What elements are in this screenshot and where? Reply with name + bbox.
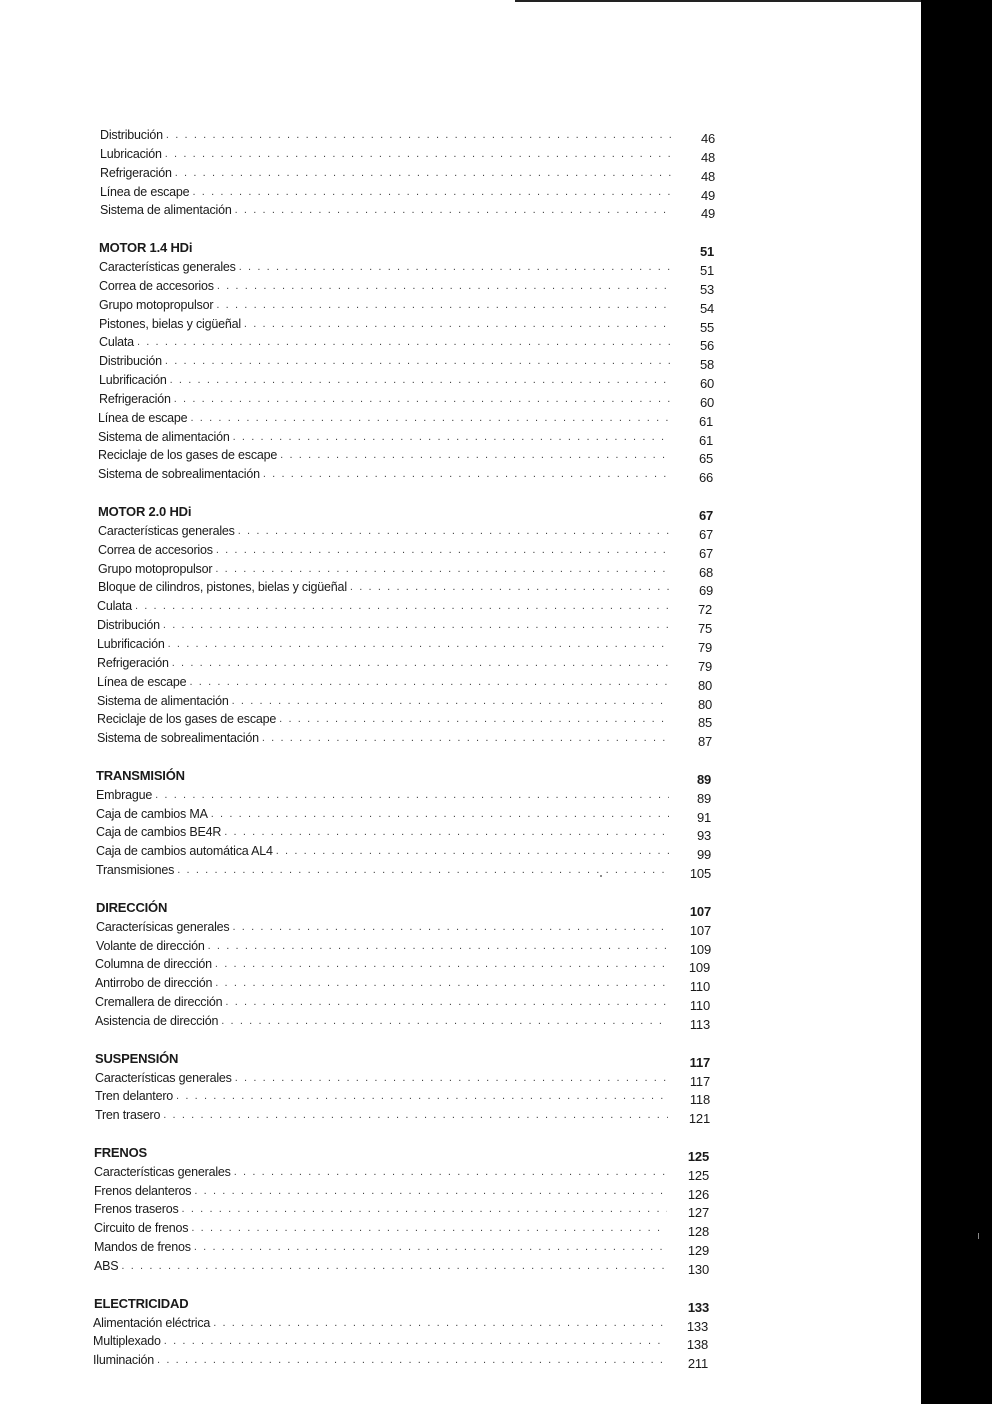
- toc-entry: [98, 405, 713, 429]
- dot-leader: [279, 712, 670, 726]
- entry-label: Caja de cambios BE4R: [96, 825, 222, 839]
- toc-entry: [99, 329, 714, 353]
- entry-page-number: 85: [697, 715, 712, 730]
- toc-entry: [95, 951, 710, 975]
- entry-page-number: 65: [698, 451, 713, 466]
- entry-page-number: 121: [688, 1111, 710, 1126]
- entry-label: Sistema de sobrealimentación: [97, 731, 259, 745]
- entry-label: Culata: [99, 335, 134, 349]
- section-heading: [95, 1046, 710, 1070]
- entry-page-number: 51: [699, 263, 714, 278]
- toc-entry: [100, 179, 715, 203]
- entry-label: Circuito de frenos: [94, 1221, 189, 1235]
- entry-page-number: 113: [689, 1017, 710, 1032]
- entry-label: Línea de escape: [97, 675, 187, 689]
- dot-leader: [182, 1202, 667, 1216]
- entry-label: Lubrificación: [99, 373, 167, 387]
- entry-page-number: 79: [697, 640, 712, 655]
- dot-leader: [216, 298, 672, 312]
- entry-page-number: 125: [687, 1168, 709, 1183]
- entry-label: Refrigeración: [97, 656, 169, 670]
- toc-entry: [96, 933, 711, 957]
- toc-entry: [95, 989, 710, 1013]
- section-page-number: 89: [696, 772, 711, 787]
- dot-leader: [215, 976, 668, 990]
- entry-page-number: 61: [698, 414, 713, 429]
- toc-entry: [98, 461, 713, 485]
- entry-label: Mandos de frenos: [94, 1240, 191, 1254]
- toc-entry: [99, 367, 714, 391]
- entry-page-number: 54: [699, 301, 714, 316]
- section-title: FRENOS: [94, 1145, 147, 1160]
- toc-entry: [99, 386, 714, 410]
- toc-entry: [100, 160, 715, 184]
- entry-page-number: 93: [696, 828, 711, 843]
- toc-entry: [100, 197, 715, 221]
- toc-entry: [93, 1347, 708, 1371]
- dot-leader: [216, 543, 671, 557]
- entry-label: Multiplexado: [93, 1334, 161, 1348]
- toc-entry: [94, 1178, 709, 1202]
- entry-page-number: 49: [700, 206, 715, 221]
- entry-page-number: 68: [698, 565, 713, 580]
- entry-label: Columna de dirección: [95, 957, 212, 971]
- entry-label: Sistema de alimentación: [98, 430, 230, 444]
- entry-label: Distribución: [97, 618, 160, 632]
- toc-entry: [98, 537, 713, 561]
- toc-entry: [93, 1310, 708, 1334]
- entry-label: Sistema de sobrealimentación: [98, 467, 260, 481]
- section-title: SUSPENSIÓN: [95, 1051, 179, 1066]
- entry-page-number: 133: [686, 1319, 708, 1334]
- toc-entry: [99, 348, 714, 372]
- dot-leader: [164, 1334, 666, 1348]
- toc-entry: [95, 1102, 710, 1126]
- entry-label: Correa de accesorios: [99, 279, 214, 293]
- toc-entry: [94, 1215, 709, 1239]
- toc-entry: [100, 122, 715, 146]
- toc-entry: [96, 857, 711, 881]
- toc-entry: [94, 1253, 709, 1277]
- dot-leader: [137, 335, 672, 349]
- entry-label: Lubricación: [100, 147, 162, 161]
- entry-label: Cremallera de dirección: [95, 995, 223, 1009]
- entry-page-number: 130: [687, 1262, 709, 1277]
- toc-entry: [97, 650, 712, 674]
- entry-page-number: 55: [699, 320, 714, 335]
- dot-leader: [174, 392, 672, 406]
- entry-page-number: 53: [699, 282, 714, 297]
- entry-label: Asistencia de dirección: [95, 1014, 219, 1028]
- entry-page-number: 67: [698, 527, 713, 542]
- section-title: MOTOR 1.4 HDi: [99, 240, 193, 255]
- toc-entry: [95, 1065, 710, 1089]
- dot-leader: [189, 675, 670, 689]
- toc-entry: [98, 556, 713, 580]
- entry-page-number: 211: [687, 1356, 708, 1371]
- toc-entry: [97, 706, 712, 730]
- section-page-number: 125: [687, 1149, 709, 1164]
- section-heading: [96, 895, 711, 919]
- dot-leader: [135, 599, 670, 613]
- entry-label: Culata: [97, 599, 132, 613]
- entry-label: Lubrificación: [97, 637, 165, 651]
- entry-label: Transmisiones: [96, 863, 175, 877]
- toc-entry: [95, 1008, 710, 1032]
- entry-label: Tren delantero: [95, 1089, 174, 1103]
- entry-label: Iluminación: [93, 1353, 155, 1367]
- dot-leader: [217, 279, 672, 293]
- entry-page-number: 49: [700, 188, 715, 203]
- toc-entry: [99, 292, 714, 316]
- toc-entry: [95, 1083, 710, 1107]
- entry-label: Pistones, bielas y cigüeñal: [99, 317, 241, 331]
- toc-entry: [97, 593, 712, 617]
- section-page-number: 117: [689, 1055, 710, 1070]
- dot-leader: [262, 731, 670, 745]
- section-heading: [99, 235, 714, 259]
- entry-page-number: 110: [689, 998, 710, 1013]
- dot-leader: [157, 1353, 666, 1367]
- toc-entry: [98, 442, 713, 466]
- dot-leader: [165, 354, 672, 368]
- entry-label: Frenos traseros: [94, 1202, 179, 1216]
- toc-entry: [96, 819, 711, 843]
- entry-label: Características generales: [99, 260, 236, 274]
- dot-leader: [263, 467, 671, 481]
- entry-page-number: 138: [686, 1337, 708, 1352]
- entry-page-number: 99: [696, 847, 711, 862]
- toc-entry: [94, 1234, 709, 1258]
- entry-page-number: 80: [697, 678, 712, 693]
- toc-entry: [96, 801, 711, 825]
- entry-label: Línea de escape: [98, 411, 188, 425]
- entry-page-number: 110: [689, 979, 710, 994]
- dot-leader: [121, 1259, 667, 1273]
- section-title: ELECTRICIDAD: [94, 1296, 189, 1311]
- entry-page-number: 80: [697, 697, 712, 712]
- toc-entry: [95, 970, 710, 994]
- entry-page-number: 87: [697, 734, 712, 749]
- section-title: TRANSMISIÓN: [96, 768, 185, 783]
- entry-page-number: 56: [699, 338, 714, 353]
- toc-entry: [96, 914, 711, 938]
- entry-label: Bloque de cilindros, pistones, bielas y cigüeñal: [98, 580, 347, 594]
- entry-page-number: 118: [689, 1092, 710, 1107]
- entry-page-number: 69: [698, 583, 713, 598]
- toc-entry: [94, 1196, 709, 1220]
- entry-page-number: 129: [687, 1243, 709, 1258]
- dot-leader: [170, 373, 672, 387]
- entry-page-number: 61: [698, 433, 713, 448]
- entry-page-number: 128: [687, 1224, 709, 1239]
- entry-label: Reciclaje de los gases de escape: [98, 448, 278, 462]
- entry-page-number: 75: [697, 621, 712, 636]
- entry-label: Grupo motopropulsor: [98, 562, 213, 576]
- entry-page-number: 107: [689, 923, 711, 938]
- dot-leader: [221, 1014, 668, 1028]
- dot-leader: [163, 1108, 668, 1122]
- dot-leader: [215, 957, 668, 971]
- toc-entry: [98, 574, 713, 598]
- entry-label: Características generales: [94, 1165, 231, 1179]
- entry-page-number: 127: [687, 1205, 709, 1220]
- entry-page-number: 79: [697, 659, 712, 674]
- dot-leader: [175, 166, 673, 180]
- toc-entry: [99, 273, 714, 297]
- entry-label: Características generales: [95, 1071, 232, 1085]
- entry-page-number: 67: [698, 546, 713, 561]
- entry-page-number: 60: [699, 395, 714, 410]
- dot-leader: [224, 825, 669, 839]
- dot-leader: [172, 656, 670, 670]
- entry-label: Refrigeración: [100, 166, 172, 180]
- entry-label: Frenos delanteros: [94, 1184, 192, 1198]
- section-heading: [94, 1140, 709, 1164]
- toc-entry: [94, 1159, 709, 1183]
- section-heading: [98, 499, 713, 523]
- dot-leader: [155, 788, 669, 802]
- entry-page-number: 46: [700, 131, 715, 146]
- entry-label: Distribución: [99, 354, 162, 368]
- entry-page-number: 48: [700, 150, 715, 165]
- toc-entry: [96, 838, 711, 862]
- toc-entry: [98, 518, 713, 542]
- entry-page-number: 105: [689, 866, 711, 881]
- dot-leader: [350, 580, 671, 594]
- dot-leader: [239, 260, 672, 274]
- entry-label: Volante de dirección: [96, 939, 205, 953]
- entry-page-number: 72: [697, 602, 712, 617]
- dot-leader: [280, 448, 671, 462]
- toc-entry: [93, 1328, 708, 1352]
- entry-label: Caja de cambios MA: [96, 807, 208, 821]
- entry-label: Refrigeración: [99, 392, 171, 406]
- dot-leader: [191, 1221, 667, 1235]
- dot-leader: [234, 1165, 667, 1179]
- entry-label: ABS: [94, 1259, 119, 1273]
- entry-page-number: 117: [689, 1074, 710, 1089]
- entry-label: Distribución: [100, 128, 163, 142]
- entry-label: Antirrobo de dirección: [95, 976, 213, 990]
- dot-leader: [238, 524, 671, 538]
- toc-entry: [97, 631, 712, 655]
- toc-entry: [99, 254, 714, 278]
- section-page-number: 67: [698, 508, 713, 523]
- toc-entry: [97, 725, 712, 749]
- dot-leader: [176, 1089, 668, 1103]
- entry-label: Reciclaje de los gases de escape: [97, 712, 277, 726]
- dot-leader: [190, 411, 671, 425]
- section-heading: [96, 763, 711, 787]
- entry-label: Caja de cambios automática AL4: [96, 844, 273, 858]
- entry-label: Correa de accesorios: [98, 543, 213, 557]
- entry-page-number: 91: [696, 810, 711, 825]
- entry-label: Alimentación eléctrica: [93, 1316, 211, 1330]
- dot-leader: [166, 128, 673, 142]
- entry-page-number: 89: [696, 791, 711, 806]
- section-page-number: 133: [687, 1300, 709, 1315]
- entry-label: Tren trasero: [95, 1108, 161, 1122]
- toc-entry: [96, 782, 711, 806]
- scan-mark: [978, 1233, 979, 1239]
- entry-label: Sistema de alimentación: [97, 694, 229, 708]
- entry-label: Caracterísicas generales: [96, 920, 230, 934]
- dot-leader: [276, 844, 669, 858]
- toc-entry: [97, 612, 712, 636]
- entry-page-number: 60: [699, 376, 714, 391]
- entry-page-number: 109: [688, 960, 710, 975]
- dot-leader: [194, 1240, 667, 1254]
- binding-edge: [921, 0, 992, 1404]
- section-title: DIRECCIÓN: [96, 900, 168, 915]
- entry-page-number: 66: [698, 470, 713, 485]
- toc-entry: [97, 669, 712, 693]
- section-page-number: 107: [689, 904, 711, 919]
- entry-label: Línea de escape: [100, 185, 190, 199]
- entry-page-number: 48: [700, 169, 715, 184]
- dot-leader: [163, 618, 670, 632]
- entry-page-number: 126: [687, 1187, 709, 1202]
- dot-leader: [165, 147, 673, 161]
- dot-leader: [225, 995, 668, 1009]
- dot-leader: [168, 637, 670, 651]
- toc-entry: [97, 688, 712, 712]
- dot-leader: [232, 920, 669, 934]
- section-title: MOTOR 2.0 HDi: [98, 504, 192, 519]
- section-page-number: 51: [699, 244, 714, 259]
- entry-label: Características generales: [98, 524, 235, 538]
- entry-label: Sistema de alimentación: [100, 203, 232, 217]
- entry-label: Embrague: [96, 788, 153, 802]
- toc-entry: [100, 141, 715, 165]
- dot-leader: [177, 863, 669, 877]
- entry-page-number: 58: [699, 357, 714, 372]
- section-heading: [94, 1291, 709, 1315]
- entry-page-number: 109: [689, 942, 711, 957]
- toc-entry: [99, 311, 714, 335]
- dot-leader: [235, 203, 673, 217]
- toc-entry: [98, 424, 713, 448]
- entry-label: Grupo motopropulsor: [99, 298, 214, 312]
